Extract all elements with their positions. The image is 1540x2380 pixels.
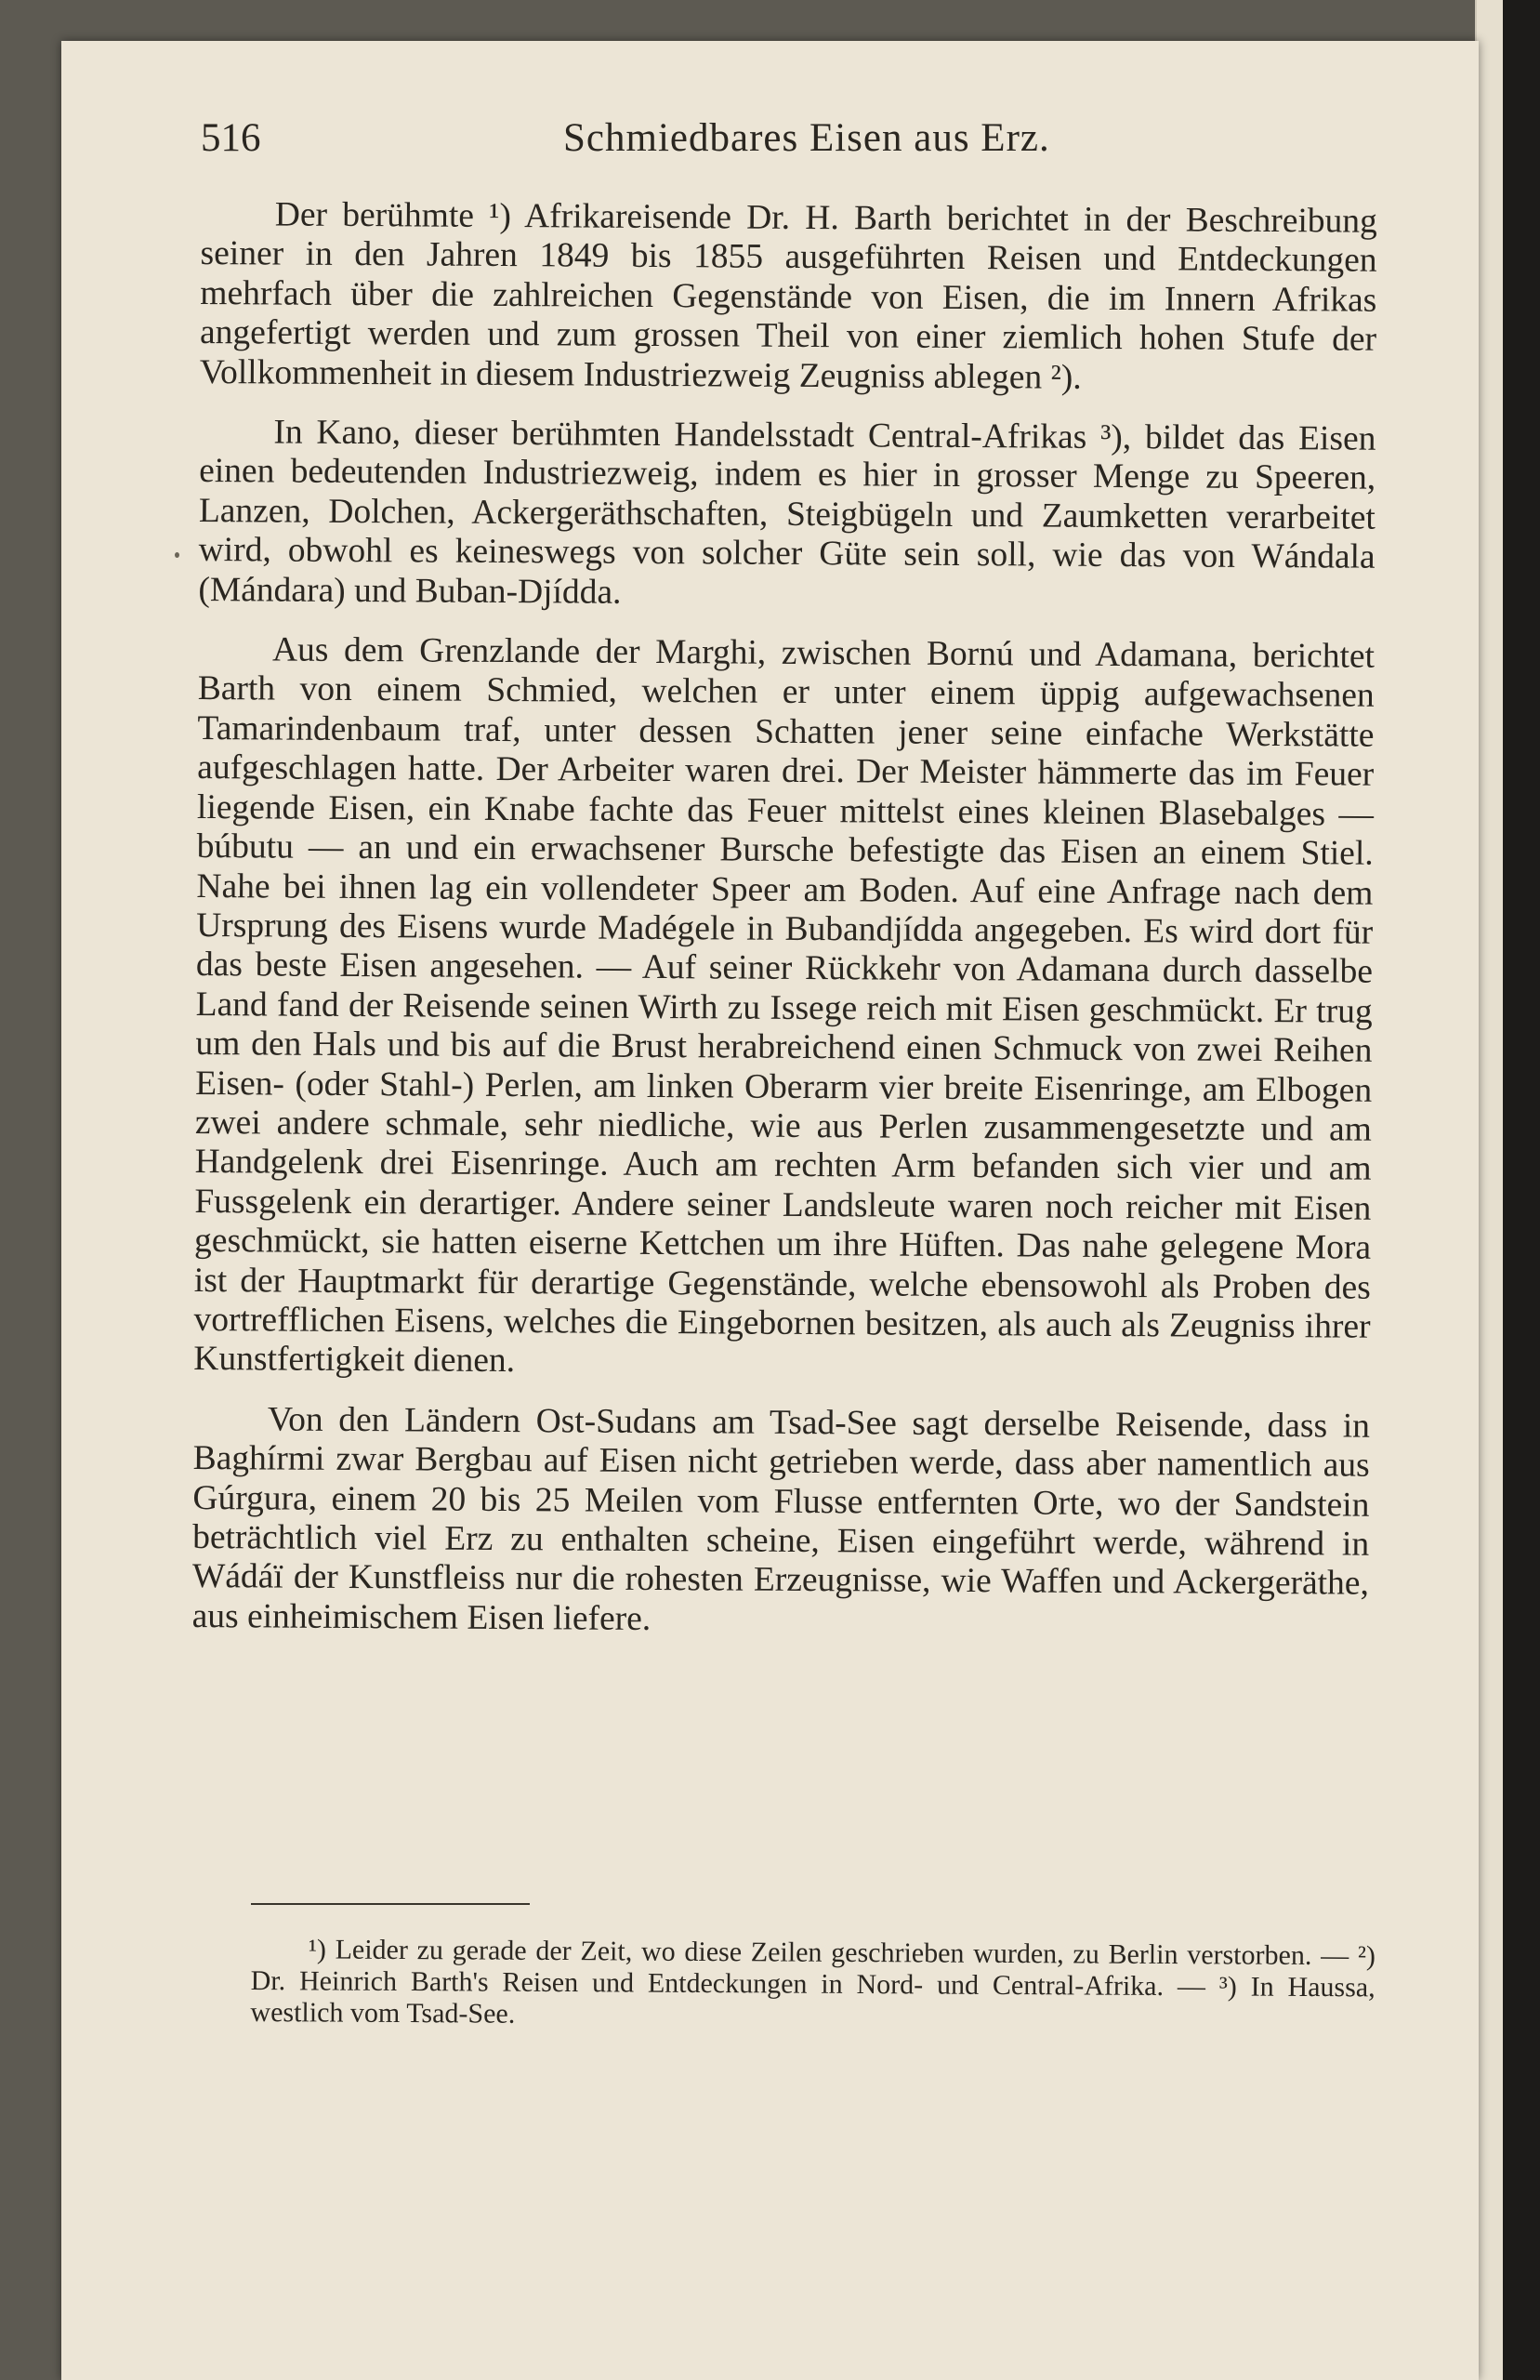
paragraph: In Kano, dieser berühmten Handelsstadt Central-Afrikas ³), bildet das Eisen einen bedeutenden Industriezweig, indem es hier in grosser Menge zu Speeren, Lanzen, Dolchen, Ackergeräthschaften, Steigbügeln und Zaumketten verarbeitet wird, obwohl es keineswegs von solcher Güte sein soll, wie das von Wándala (Mándara) und Buban-Djídda.	[198, 413, 1376, 612]
adjacent-page-edge	[1475, 0, 1503, 2380]
paragraph: Von den Ländern Ost-Sudans am Tsad-See sagt derselbe Reisende, dass in Baghírmi zwar Bergbau auf Eisen nicht getrieben werde, dass aber namentlich aus Gúrgura, einem 20 bis 25 Meilen vom Flusse entfernten Orte, wo der Sandstein beträchtlich viel Erz zu enthalten scheine, Eisen eingeführt werde, während in Wádáï der Kunstfleiss nur die rohesten Erzeugnisse, wie Waffen und Ackergeräthe, aus einheimischem Eisen liefere.	[191, 1400, 1371, 1638]
paragraph: Aus dem Grenzlande der Marghi, zwischen Bornú und Adamana, berichtet Barth von einem Schmied, welchen er unter einem üppig aufgewachsenen Tamarindenbaum traf, unter dessen Schatten jener seine einfache Werkstätte aufgeschlagen hatte. Der Arbeiter waren drei. Der Meister hämmerte das im Feuer liegende Eisen, ein Knabe fachte das Feuer mittelst eines kleinen Blasebalges — búbutu — an und ein erwachsener Bursche befestigte das Eisen an einem Stiel. Nahe bei ihnen lag ein vollendeter Speer am Boden. Auf eine Anfrage nach dem Ursprung des Eisens wurde Madégele in Bubandjídda angegeben. Es wird dort für das beste Eisen angesehen. — Auf seiner Rückkehr von Adamana durch dasselbe Land fand der Reisende seinen Wirth zu Issege reich mit Eisen geschmückt. Er trug um den Hals und bis auf die Brust herabreichend einen Schmuck von zwei Reihen Eisen- (oder Stahl-) Perlen, am linken Oberarm vier breite Eisenringe, am Elbogen zwei andere schmale, sehr niedliche, wie aus Perlen zusammengesetzte und am Handgelenk drei Eisenringe. Auch am rechten Arm befanden sich vier und am Fussgelenk ein derartiger. Andere seiner Landsleute waren noch reicher mit Eisen geschmückt, sie hatten eiserne Kettchen um ihre Hüften. Das nahe gelegene Mora ist der Hauptmarkt für derartige Gegenstände, welche ebensowohl als Proben des vortrefflichen Eisens, welches die Eingebornen besitzen, als auch als Zeugniss ihrer Kunstfertigkeit dienen.	[193, 630, 1375, 1381]
running-title: Schmiedbares Eisen aus Erz.	[563, 116, 1050, 160]
scan-border	[1503, 0, 1540, 2380]
page-header	[201, 93, 1377, 177]
margin-mark	[175, 552, 179, 558]
paragraph: Der berühmte ¹) Afrikareisende Dr. H. Barth berichtet in der Beschreibung seiner in den Jahren 1849 bis 1855 ausgeführten Reisen und Entdeckungen mehrfach über die zahlreichen Gegenstände von Eisen, die im Innern Afrikas angefertigt werden und zum grossen Theil von einer ziemlich hohen Stufe der Vollkommenheit in diesem Industriezweig Zeugniss ablegen ²).	[199, 195, 1377, 397]
footnote-rule	[251, 1903, 530, 1905]
footnotes	[250, 1934, 1375, 2035]
footnote-text: ¹) Leider zu gerade der Zeit, wo diese Zeilen geschrieben wurden, zu Berlin verstorben. — ²) Dr. Heinrich Barth's Reisen und Entdeckungen in Nord- und Central-Afrika. — ³) In Haussa, westlich vom Tsad-See.	[250, 1934, 1375, 2030]
body-text	[191, 195, 1377, 1664]
page-number: 516	[201, 116, 261, 160]
